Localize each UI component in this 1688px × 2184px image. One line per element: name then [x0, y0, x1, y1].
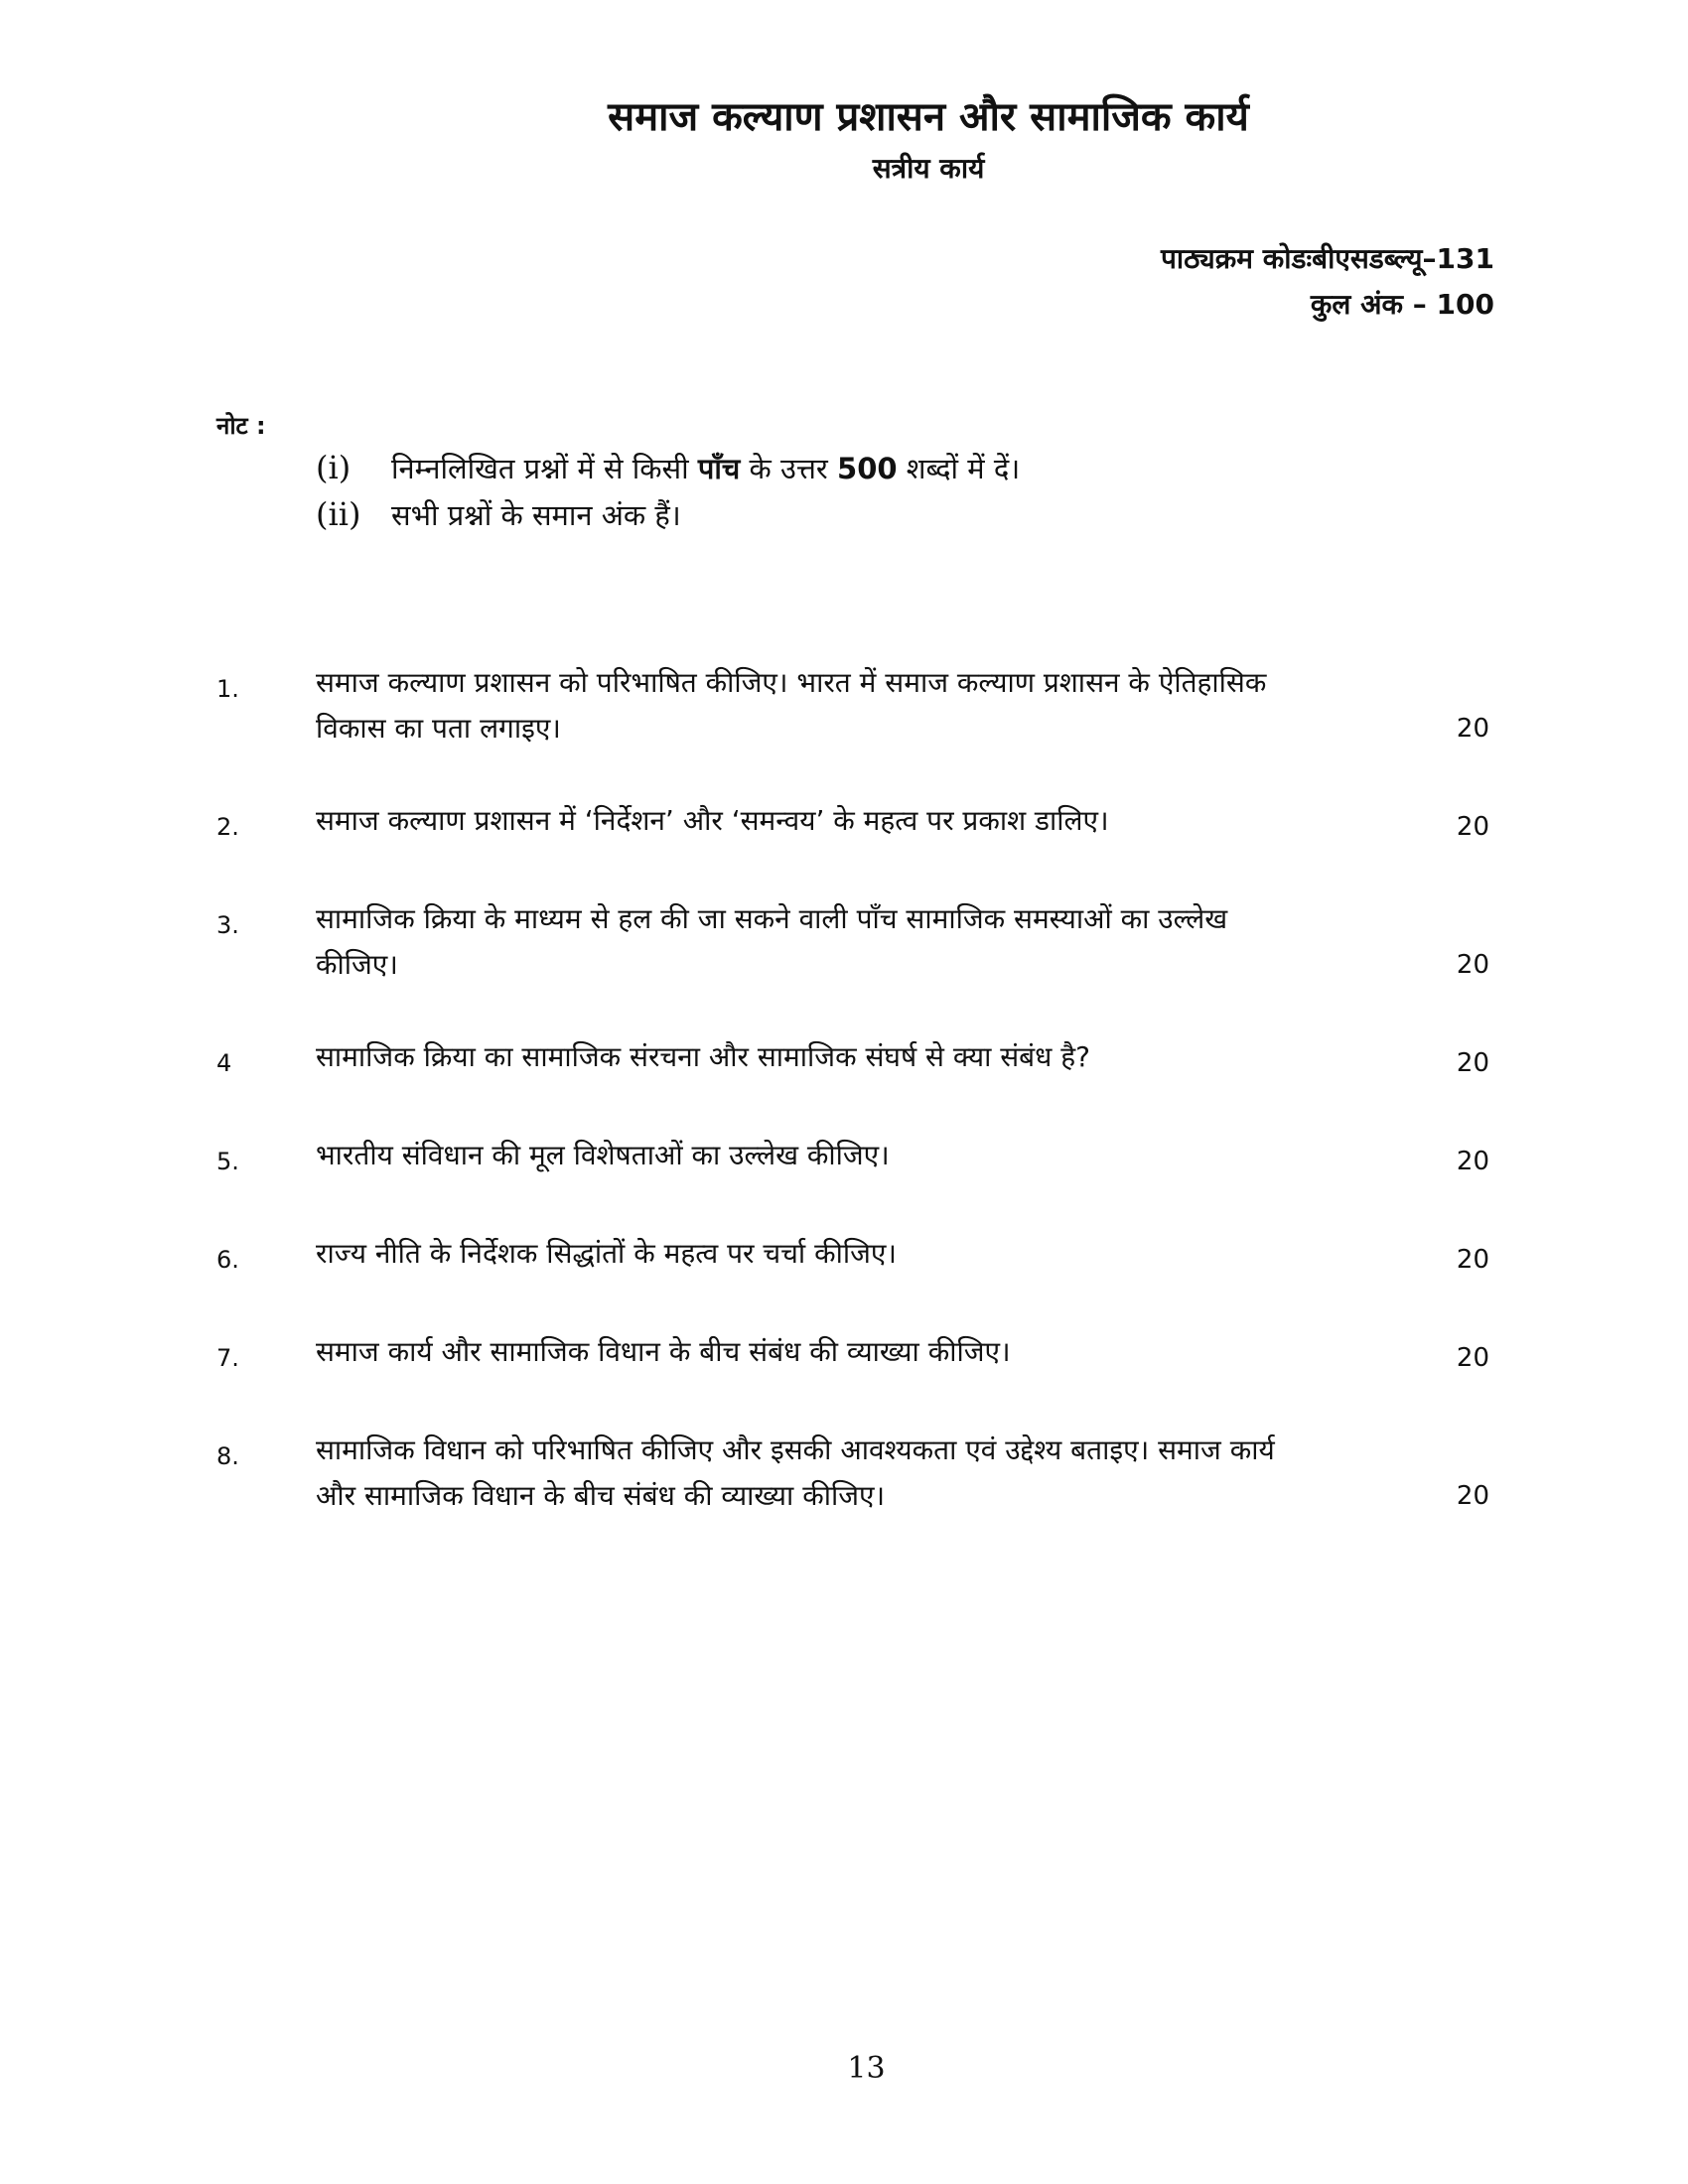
note-marker: (i) [316, 449, 352, 486]
question-item [216, 660, 1489, 751]
question-marks: 20 [1456, 714, 1489, 744]
note-emphasis: 500 [837, 452, 898, 485]
total-marks: कुल अंक – 100 [1310, 288, 1494, 321]
question-number: 8. [216, 1442, 239, 1470]
note-list [316, 445, 1020, 538]
question-number: 3. [216, 911, 239, 939]
note-item [316, 491, 1020, 538]
note-item [316, 445, 1020, 491]
page-subtitle: सत्रीय कार्य [872, 152, 985, 185]
question-number: 1. [216, 675, 239, 703]
note-text-part: शब्दों में दें। [897, 452, 1021, 485]
question-marks: 20 [1456, 950, 1489, 980]
question-item [216, 1133, 1489, 1184]
question-number: 6. [216, 1246, 239, 1274]
question-item [216, 1034, 1489, 1086]
page-title: समाज कल्याण प्रशासन और सामाजिक कार्य [608, 94, 1249, 140]
page-number: 13 [847, 2051, 886, 2086]
question-text: सामाजिक क्रिया के माध्यम से हल की जा सकने वाली पाँच सामाजिक समस्याओं का उल्लेख कीजिए। [316, 902, 1228, 981]
question-marks: 20 [1456, 1343, 1489, 1373]
question-number: 4 [216, 1049, 232, 1077]
question-text: सामाजिक विधान को परिभाषित कीजिए और इसकी आवश्यकता एवं उद्देश्य बताइए। समाज कार्य और सामाजिक विधान के बीच संबंध की व्याख्या कीजिए। [316, 1433, 1275, 1512]
question-text: सामाजिक क्रिया का सामाजिक संरचना और सामाजिक संघर्ष से क्या संबंध है? [316, 1040, 1091, 1073]
question-marks: 20 [1456, 1147, 1489, 1176]
question-text: राज्य नीति के निर्देशक सिद्धांतों के महत्व पर चर्चा कीजिए। [316, 1237, 897, 1270]
course-meta [1161, 236, 1494, 328]
note-emphasis: पाँच [697, 452, 741, 485]
course-code: पाठ्यक्रम कोडःबीएसडब्ल्यू–131 [1161, 242, 1494, 275]
question-number: 5. [216, 1148, 239, 1175]
question-marks: 20 [1456, 1048, 1489, 1078]
question-marks: 20 [1456, 1481, 1489, 1511]
note-label: नोट : [216, 412, 266, 440]
note-text-part: के उत्तर [740, 452, 838, 485]
note-text: सभी प्रश्नों के समान अंक हैं। [391, 498, 681, 532]
question-text: समाज कार्य और सामाजिक विधान के बीच संबंध की व्याख्या कीजिए। [316, 1335, 1011, 1368]
question-number: 7. [216, 1344, 239, 1372]
question-item [216, 1231, 1489, 1283]
note-text [391, 446, 1020, 491]
question-number: 2. [216, 813, 239, 841]
question-list [216, 660, 1489, 1566]
note-text-part: निम्नलिखित प्रश्नों में से किसी [391, 452, 698, 485]
question-marks: 20 [1456, 812, 1489, 842]
question-text: समाज कल्याण प्रशासन को परिभाषित कीजिए। भारत में समाज कल्याण प्रशासन के ऐतिहासिक विकास का पता लगाइए। [316, 666, 1267, 745]
question-item [216, 1428, 1489, 1519]
question-text: भारतीय संविधान की मूल विशेषताओं का उल्लेख कीजिए। [316, 1139, 890, 1171]
question-marks: 20 [1456, 1245, 1489, 1275]
question-item [216, 1329, 1489, 1381]
question-text: समाज कल्याण प्रशासन में ‘निर्देशन’ और ‘समन्वय’ के महत्व पर प्रकाश डालिए। [316, 804, 1109, 837]
question-item [216, 798, 1489, 850]
question-item [216, 896, 1489, 988]
note-marker: (ii) [316, 495, 361, 533]
